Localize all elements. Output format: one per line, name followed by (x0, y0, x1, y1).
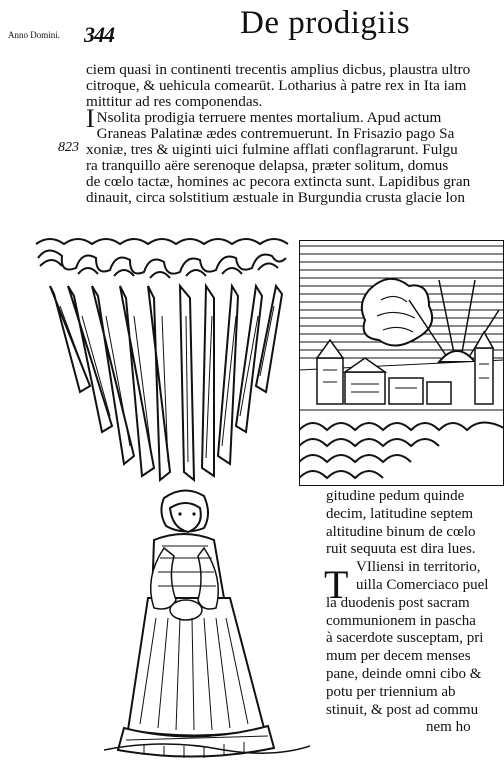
text-line: pane, deinde omni cibo & (326, 665, 482, 682)
text-line: potu per triennium ab (326, 683, 456, 700)
text-line: gitudine pedum quinde (326, 488, 465, 504)
drop-initial: I (86, 104, 95, 133)
text-line: la duodenis post sacram (326, 594, 470, 611)
text-line: altitudine binum de cœlo (326, 523, 476, 540)
text-line: mittitur ad res componendas. (86, 93, 263, 110)
page-number: 344 (84, 22, 114, 47)
running-head: De prodigiis (240, 5, 411, 41)
text-line: ra tranquillo aëre serenoque delapsa, præter solitum, domus (86, 157, 449, 174)
drop-initial-second: T (324, 562, 349, 607)
margin-note: Anno Domini. (8, 30, 61, 40)
text-line: ciem quasi in continenti trecentis amplius dicbus, plaustra ultro (86, 61, 471, 78)
woman-woodcut (104, 488, 310, 760)
text-line: VIliensi in territorio, (356, 559, 481, 576)
text-line: de cœlo tactæ, homines ac pecora extincta sunt. Lapidibus gran (86, 173, 471, 190)
sun-woodcut (30, 236, 292, 482)
text-line: à sacerdote susceptam, pri (326, 630, 484, 647)
text-line: Nsolita prodigia terruere mentes mortalium. Apud actum (96, 109, 442, 126)
text-block-top (86, 62, 470, 110)
text-line: Graneas Palatinæ ædes contremuerunt. In Frisazio pago Sa (96, 125, 455, 142)
text-block-main (86, 104, 471, 206)
text-line: citroque, & uehicula comearūt. Lotharius à patre rex in Ita iam (86, 77, 467, 94)
text-line: communionem in pascha (326, 612, 476, 629)
text-line: decim, latitudine septem (326, 505, 474, 522)
text-block-right (326, 488, 488, 737)
text-line: stinuit, & post ad commu (326, 701, 479, 718)
text-line: nem ho (426, 719, 471, 736)
landscape-woodcut (299, 240, 504, 486)
text-line: uilla Comerciaco puel (356, 576, 489, 593)
text-line: dinauit, circa solstitium æstuale in Burgundia crusta glacie lon (86, 189, 465, 206)
text-line: xoniæ, tres & uiginti uici fulmine afflati conflagrarunt. Fulgu (86, 141, 458, 158)
year-marker: 823 (58, 140, 79, 155)
text-line: ruit sequuta est dira lues. (326, 541, 476, 558)
text-line: mum per decem menses (326, 648, 471, 665)
